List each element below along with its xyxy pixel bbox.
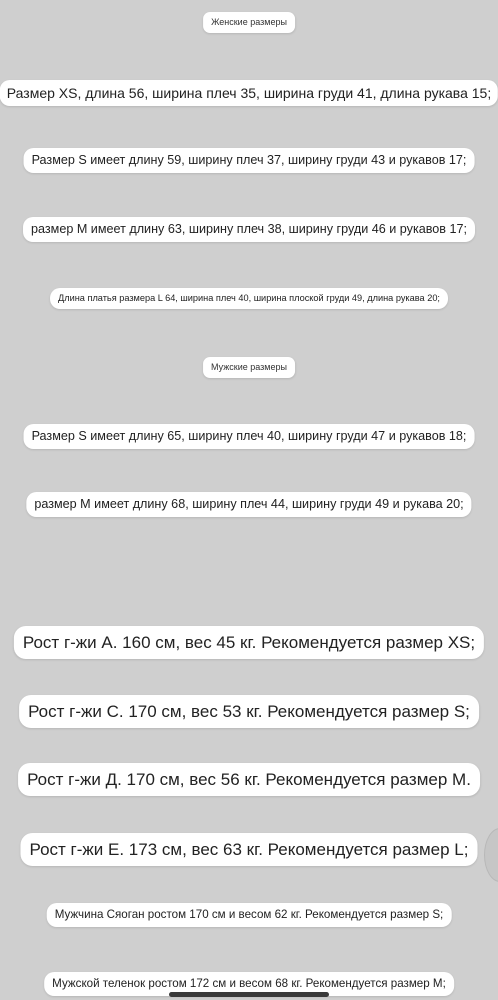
recommendation-c: Рост г-жи C. 170 см, вес 53 кг. Рекомендуется размер S;	[19, 695, 479, 728]
women-size-l-line: Длина платья размера L 64, ширина плеч 40, ширина плоской груди 49, длина рукава 20;	[50, 288, 448, 309]
men-sizes-header: Мужские размеры	[203, 357, 295, 378]
home-indicator[interactable]	[169, 992, 329, 997]
men-recommendation-xiaogang: Мужчина Сяоган ростом 170 см и весом 62 кг. Рекомендуется размер S;	[47, 903, 452, 927]
women-size-xs-line: Размер XS, длина 56, ширина плеч 35, ширина груди 41, длина рукава 15;	[0, 80, 498, 106]
men-size-s-line: Размер S имеет длину 65, ширину плеч 40, ширину груди 47 и рукавов 18;	[24, 424, 475, 449]
women-sizes-header: Женские размеры	[203, 12, 295, 33]
men-recommendation-calf: Мужской теленок ростом 172 см и весом 68 кг. Рекомендуется размер M;	[44, 972, 454, 996]
side-edge-tab[interactable]	[484, 828, 498, 882]
women-size-m-line: размер M имеет длину 63, ширину плеч 38, ширину груди 46 и рукавов 17;	[23, 217, 475, 242]
recommendation-d: Рост г-жи Д. 170 см, вес 56 кг. Рекомендуется размер M.	[18, 763, 480, 796]
recommendation-e: Рост г-жи E. 173 см, вес 63 кг. Рекомендуется размер L;	[21, 833, 478, 866]
women-size-s-line: Размер S имеет длину 59, ширину плеч 37, ширину груди 43 и рукавов 17;	[24, 148, 475, 173]
men-size-m-line: размер M имеет длину 68, ширину плеч 44, ширину груди 49 и рукава 20;	[26, 492, 471, 517]
recommendation-a: Рост г-жи А. 160 см, вес 45 кг. Рекомендуется размер XS;	[14, 626, 484, 659]
